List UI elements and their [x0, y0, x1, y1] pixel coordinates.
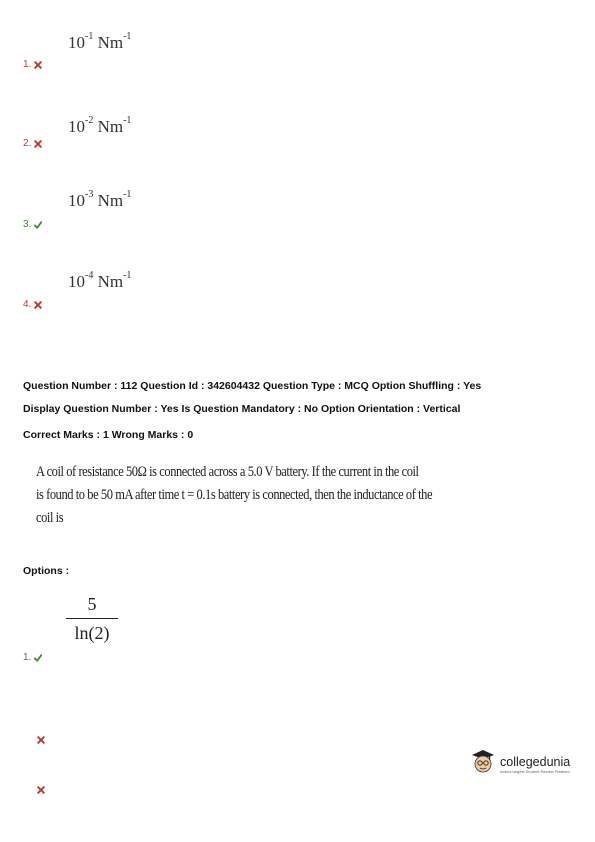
question-text-line: A coil of resistance 50Ω is connected across a 5.0 V battery. If the current in the coil [36, 464, 419, 480]
option-number: 1. [23, 59, 42, 70]
fraction-denominator: ln(2) [74, 623, 110, 643]
fraction-bar [66, 618, 118, 619]
option-number: 2. [23, 138, 42, 149]
option-2-mark [37, 736, 45, 744]
collegedunia-logo [470, 748, 570, 781]
logo-name: collegedunia [500, 754, 571, 769]
fraction-numerator: 5 [87, 594, 97, 614]
option-expression: $10^{-4}$ $Nm^{-1}$ [68, 270, 132, 291]
fraction-expression [66, 592, 118, 644]
question-meta-line-3: Correct Marks : 1 Wrong Marks : 0 [23, 429, 194, 441]
option-expression: $10^{-2}$ $Nm^{-1}$ [68, 115, 132, 136]
question-meta-line-2: Display Question Number : Yes Is Question Mandatory : No Option Orientation : Vertical [23, 403, 461, 415]
option-expression: $10^{-1}$ $Nm^{-1}$ [68, 31, 132, 52]
cross-icon [34, 61, 42, 69]
question-text-line: is found to be 50 mA after time t = 0.1s battery is connected, then the inductance of the [36, 487, 433, 503]
option-number: 4. [23, 299, 42, 310]
question-meta-line-1: Question Number : 112 Question Id : 342604432 Question Type : MCQ Option Shuffling : Yes [23, 380, 482, 392]
logo-tagline: India's largest Student Review Platform [500, 768, 570, 774]
option-expression: $10^{-3}$ $Nm^{-1}$ [68, 189, 132, 210]
checkmark-icon [34, 221, 42, 229]
cross-icon [37, 736, 45, 744]
checkmark-icon [34, 654, 42, 662]
option-3-mark [37, 786, 45, 794]
question-text-line: coil is [36, 510, 64, 526]
cross-icon [37, 786, 45, 794]
option-number: 3. [23, 219, 42, 230]
cross-icon [34, 301, 42, 309]
cross-icon [34, 140, 42, 148]
option-number: 1. [23, 652, 42, 663]
graduate-mascot-icon [470, 748, 496, 781]
options-label: Options : [23, 565, 70, 577]
question-text [36, 461, 432, 530]
